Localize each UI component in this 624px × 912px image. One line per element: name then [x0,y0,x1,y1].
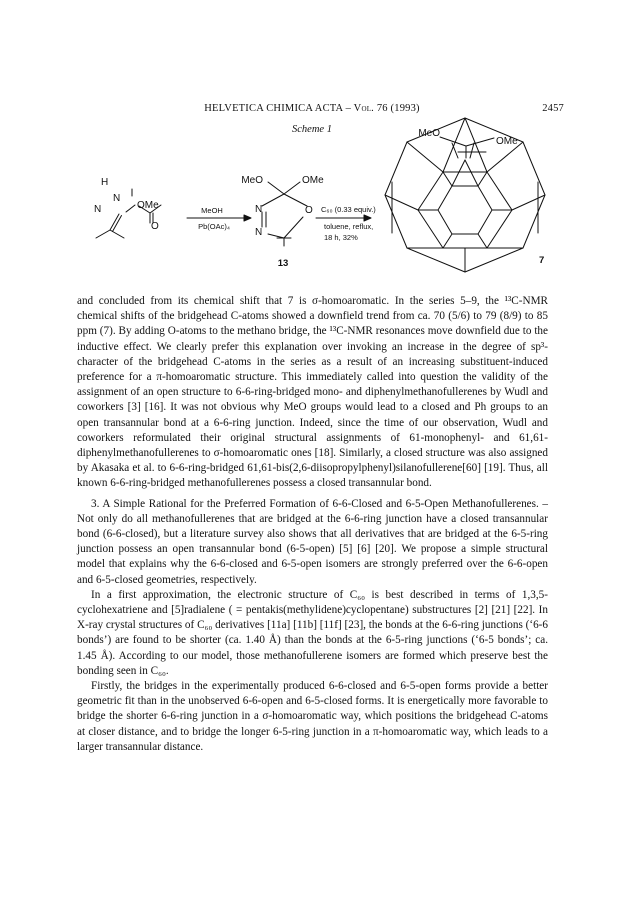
atom-label-n2: N [113,193,121,204]
page-number: 2457 [542,103,564,114]
reaction-arrow-1 [187,215,251,221]
reagent-pboac4: Pb(OAc)₄ [198,222,230,231]
atom-label-meo-7: MeO [418,128,440,139]
reagent-meoh: MeOH [201,206,223,215]
scheme-1-figure [0,0,624,290]
atom-label-meo-13: MeO [241,175,263,186]
atom-label-ome-7: OMe [496,136,518,147]
atom-label-ome-start: OMe [137,200,159,211]
compound-label-7: 7 [539,255,545,266]
paragraph-1: and concluded from its chemical shift that 7 is σ-homoaromatic. In the series 5–9, the ¹³C-NMR chemical shifts of the bridgehead C-atoms showed a downfield trend from ca. 70 (5/6) to 79 (8/9) to 85 ppm (7). By adding O-atoms to the methano bridge, the ¹³C-NMR resonances move downfield due to the inductive effect. We clearly prefer this explanation over invoking an increase in the degree of sp³-character of the bridgehead C-atoms in the series as a result of an increasing substituent-induced preference for a π-homoaromatic structure. This immediately called into question the validity of the assignment of an open structure to 6-6-ring-bridged mono- and diphenylmethanofullerenes by Wudl and coworkers [3] [16]. It was not obvious why MeO groups would lead to a closed and Ph groups to an open transannular bond at a 6-6-ring junction. Indeed, since the time of our observation, Wudl and coworkers reformulated their original structural assignments of 61-monophenyl- and 61,61-diphenylmethanofullerenes to σ-homoaromatic ones [18]. Similarly, a closed structure was also assigned by Akasaka et al. to 6-6-ring-bridged 61,61-bis(2,6-diisopropylphenyl)silanofullerene[60] [19]. Thus, all known 6-6-ring-bridged methanofullerenes possess a closed transannular bond. [77,295,548,490]
paragraph-4: Firstly, the bridges in the experimentally produced 6-6-closed and 6-5-open forms provide a better geometric fit than in the unobserved 6-6-open and 6-5-closed forms. It is energetically more favorable to bridge the shorter 6-6-ring junction in a σ-homoaromatic way, which positions the bridgehead C-atoms at closer distance, and to bridge the longer 6-5-ring junction in a π-homoaromatic way, which leads to a larger transannular distance. [77,680,548,753]
methanofullerene-7 [385,118,545,272]
atom-label-carbonyl-o: O [151,221,159,232]
condition-toluene: toluene, reflux, [324,222,374,231]
section-3-paragraph: 3. A Simple Rational for the Preferred Formation of 6-6-Closed and 6-5-Open Methanofullerenes. – Not only do all methanofullerenes that are bridged at the 6-6-ring junction have a closed transannular bond (6-6-closed), but a literature survey also shows that all derivatives that are bridged at the 6-5-ring junction possess an open transannular bond (6-5-open) [5] [6] [20]. We propose a simple structural model that explains why the 6-6-closed and 6-5-open isomers are strongly preferred over the 6-6-open and 6-5-closed geometries, respectively. [77,497,548,586]
atom-label-h: H [101,177,109,188]
oxadiazoline-13 [262,182,307,246]
paragraph-3: In a first approximation, the electronic structure of C₆₀ is best described in terms of 1,3,5-cyclohexatriene and [5]radialene ( = pentakis(methylidene)cyclopentane) substructures [2] [21] [22]. In X-ray crystal structures of C₆₀ derivatives [11a] [11b] [11f] [23], the bonds at the 6-6-ring junctions (‘6-6 bonds’) are found to be shorter (ca. 1.40 Å) than the bonds at the 6-5-ring junctions (‘6-5 bonds’; ca. 1.45 Å). According to our model, those methanofullerene isomers are formed which preserve best the bonding seen in C₆₀. [77,588,548,677]
condition-time-yield: 18 h, 32% [324,233,358,242]
scheme-title: Scheme 1 [292,124,332,135]
atom-label-ome-13: OMe [302,175,324,186]
article-body [77,294,548,755]
atom-label-n4: N [255,227,263,238]
compound-label-13: 13 [277,258,289,269]
reaction-arrow-2 [316,215,371,221]
reagent-c60: C₆₀ (0.33 equiv.) [321,205,376,214]
atom-label-ring-o: O [305,205,313,216]
atom-label-n1: N [94,204,102,215]
running-header: HELVETICA CHIMICA ACTA – Vol. 76 (1993) [204,103,420,114]
atom-label-n3: N [255,204,263,215]
